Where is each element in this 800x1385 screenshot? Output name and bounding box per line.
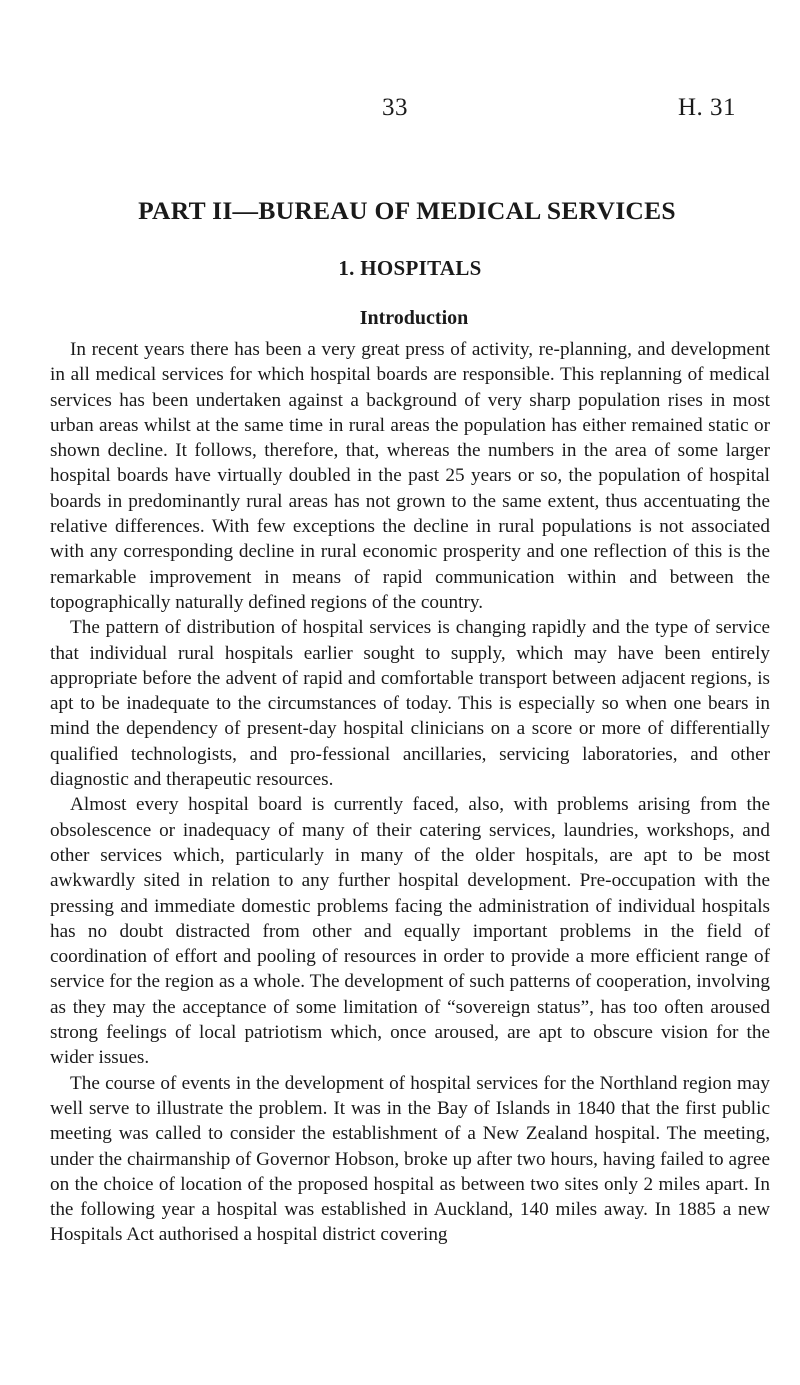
paragraph: Almost every hospital board is currently faced, also, with problems arising from the obsolescence or inadequacy of many of their catering services, laundries, workshops, and other services which, particularly in many of the older hospitals, are apt to be most awkwardly sited in relation to any further hospital development. Pre-occupation with the pressing and immediate domestic problems facing the administration of individual hospitals has no doubt distracted from other and equally important problems in the field of coordination of effort and pooling of resources in order to provide a more efficient range of service for the region as a whole. The development of such patterns of cooperation, involving as they may the acceptance of some limitation of “sovereign status”, has too often aroused strong feelings of local patriotism which, once aroused, are apt to obscure vision for the wider issues.: [50, 794, 770, 1069]
page-number: 33: [382, 94, 408, 121]
section-title: 1. HOSPITALS: [338, 256, 482, 280]
part-title: PART II—BUREAU OF MEDICAL SERVICES: [138, 196, 676, 225]
paragraph: In recent years there has been a very great press of activity, re-planning, and development in all medical services for which hospital boards are responsible. This replanning of medical services has been undertaken against a background of very sharp population rises in most urban areas whilst at the same time in rural areas the population has either remained static or shown decline. It follows, therefore, that, whereas the numbers in the area of some larger hospital boards have virtually doubled in the past 25 years or so, the population of hospital boards in predominantly rural areas has not grown to the same extent, thus accentuating the relative differences. With few exceptions the decline in rural populations is not associated with any corresponding decline in rural economic prosperity and one reflection of this is the remarkable improvement in means of rapid communication within and between the topographically naturally defined regions of the country.: [50, 339, 770, 613]
paragraph: The pattern of distribution of hospital services is changing rapidly and the type of service that individual rural hospitals earlier sought to supply, which may have been entirely appropriate before the advent of rapid and comfortable transport between adjacent regions, is apt to be inadequate to the circumstances of today. This is especially so when one bears in mind the dependency of present-day hospital clinicians on a score or more of differentially qualified technologists, and pro-fessional ancillaries, servicing laboratories, and other diagnostic and therapeutic resources.: [50, 617, 770, 791]
running-header: [0, 94, 800, 134]
body-text: [50, 337, 770, 1248]
subsection-title: Introduction: [359, 307, 469, 329]
document-code: H. 31: [678, 94, 737, 121]
paragraph: The course of events in the development of hospital services for the Northland region may well serve to illustrate the problem. It was in the Bay of Islands in 1840 that the first public meeting was called to consider the establishment of a New Zealand hospital. The meeting, under the chairmanship of Governor Hobson, broke up after two hours, having failed to agree on the choice of location of the proposed hospital as between two sites only 2 miles apart. In the following year a hospital was established in Auckland, 140 miles away. In 1885 a new Hospitals Act authorised a hospital district covering: [50, 1072, 770, 1246]
